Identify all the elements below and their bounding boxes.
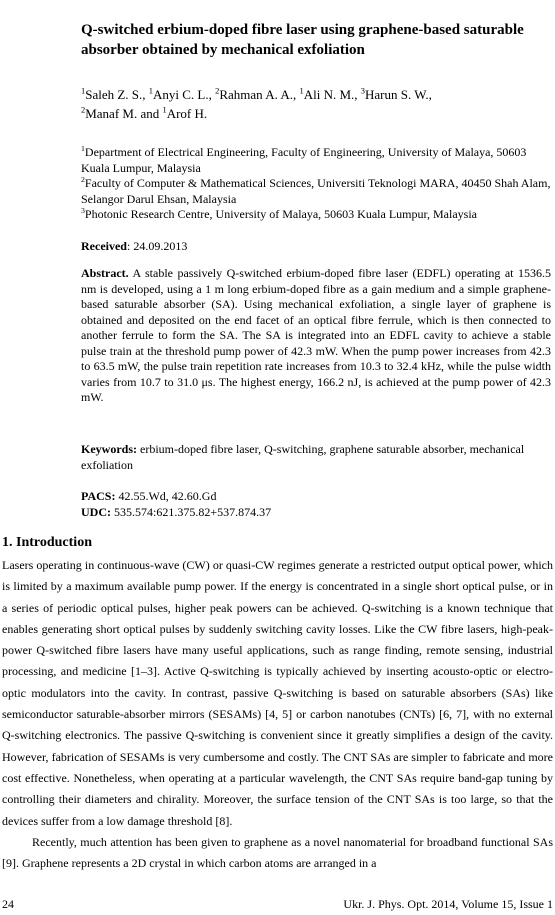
author: $^1$Anyi C. L., (148, 85, 216, 102)
author: $^3$Harun S. W., (360, 85, 432, 102)
author: $^1$Arof H. (162, 104, 208, 121)
journal-citation: Ukr. J. Phys. Opt. 2014, Volume 15, Issue 1 (343, 897, 553, 911)
page-number: 24 (2, 897, 14, 911)
affiliation: $^2$Faculty of Computer & Mathematical Sciences, Universiti Teknologi MARA, 40450 Shah Alam, Selangor Darul Ehsan, Malaysia (81, 175, 551, 206)
author: $^2$Rahman A. A., (215, 85, 300, 102)
paper-title: Q-switched erbium-doped fibre laser using graphene-based saturable absorber obtained by mechanical exfoliation (81, 22, 524, 58)
section-heading: 1. Introduction (2, 535, 92, 550)
affiliation: $^1$Department of Electrical Engineering, Faculty of Engineering, University of Malaya, 50603 Kuala Lumpur, Malaysia (81, 144, 527, 175)
paragraph: Recently, much attention has been given to graphene as a novel nanomaterial for broadband functional SAs [9]. Graphene represents a 2D crystal in which carbon atoms are arranged in a (2, 834, 553, 871)
body-text (2, 555, 553, 874)
author-line-1 (81, 85, 541, 104)
author: $^2$Manaf M. and (81, 104, 163, 121)
udc-codes: UDC: 535.574:621.375.82+537.874.37 (81, 504, 272, 519)
author-line-2 (81, 104, 541, 123)
keywords: Keywords: erbium-doped fibre laser, Q-switching, graphene saturable absorber, mechanical exfoliation (81, 442, 525, 472)
author: $^1$Saleh Z. S., (81, 85, 149, 102)
author: $^1$Ali N. M., (299, 85, 361, 102)
affiliation: $^3$Photonic Research Centre, University of Malaya, 50603 Kuala Lumpur, Malaysia (81, 206, 477, 221)
abstract: Abstract. A stable passively Q-switched erbium-doped fibre laser (EDFL) operating at 1536.5 nm is developed, using a 1 m long erbium-doped fibre as a gain medium and a simple graphene-based saturable absorber (SA). Using mechanical exfoliation, a single layer of graphene is obtained and deposited on the end facet of an optical fibre ferrule, which is then connected to another ferrule to form the SA. The SA is integrated into an EDFL cavity to achieve a stable pulse train at the threshold pump power of 42.3 mW. When the pump power increases from 42.3 to 63.5 mW, the pulse train repetition rate increases from 10.3 to 32.4 kHz, while the pulse width varies from 10.7 to 31.0 μs. The highest energy, 166.2 nJ, is achieved at the pump power of 42.3 mW. (81, 266, 551, 404)
affiliations (81, 145, 551, 223)
received-date: Received: 24.09.2013 (81, 239, 188, 253)
paragraph: Lasers operating in continuous-wave (CW) or quasi-CW regimes generate a restricted output optical power, which is limited by a maximum available pump power. If the energy is concentrated in a single short optical pulse, or in a series of periodic optical pulses, higher peak powers can be achieved. Q-switching is a known technique that enables generating short optical pulses by suddenly switching cavity losses. Like the CW fibre lasers, high-peak-power Q-switched fibre lasers have many useful applications, such as range finding, remote sensing, industrial processing, and medicine [1–3]. Active Q-switching is typically achieved by inserting acousto-optic or electro-optic modulators into the cavity. In contrast, passive Q-switching is based on saturable absorbers (SAs) like semiconductor saturable-absorber mirrors (SESAMs) [4, 5] or carbon nanotubes (CNTs) [6, 7], with no external Q-switching electronics. The passive Q-switching is convenient since it greatly simplifies a design of the cavity. However, fabrication of SESAMs is very cumbersome and costly. The CNT SAs are simpler to fabricate and more cost effective. Nonetheless, when operating at a particular wavelength, the CNT SAs require band-gap tuning by controlling their diameters and chirality. Moreover, the surface tension of the CNT SAs is too large, so that the devices suffer from a low damage threshold [8]. (2, 558, 553, 828)
pacs-codes: PACS: 42.55.Wd, 42.60.Gd (81, 489, 217, 503)
classification-codes (81, 489, 271, 520)
author-list (81, 85, 541, 123)
